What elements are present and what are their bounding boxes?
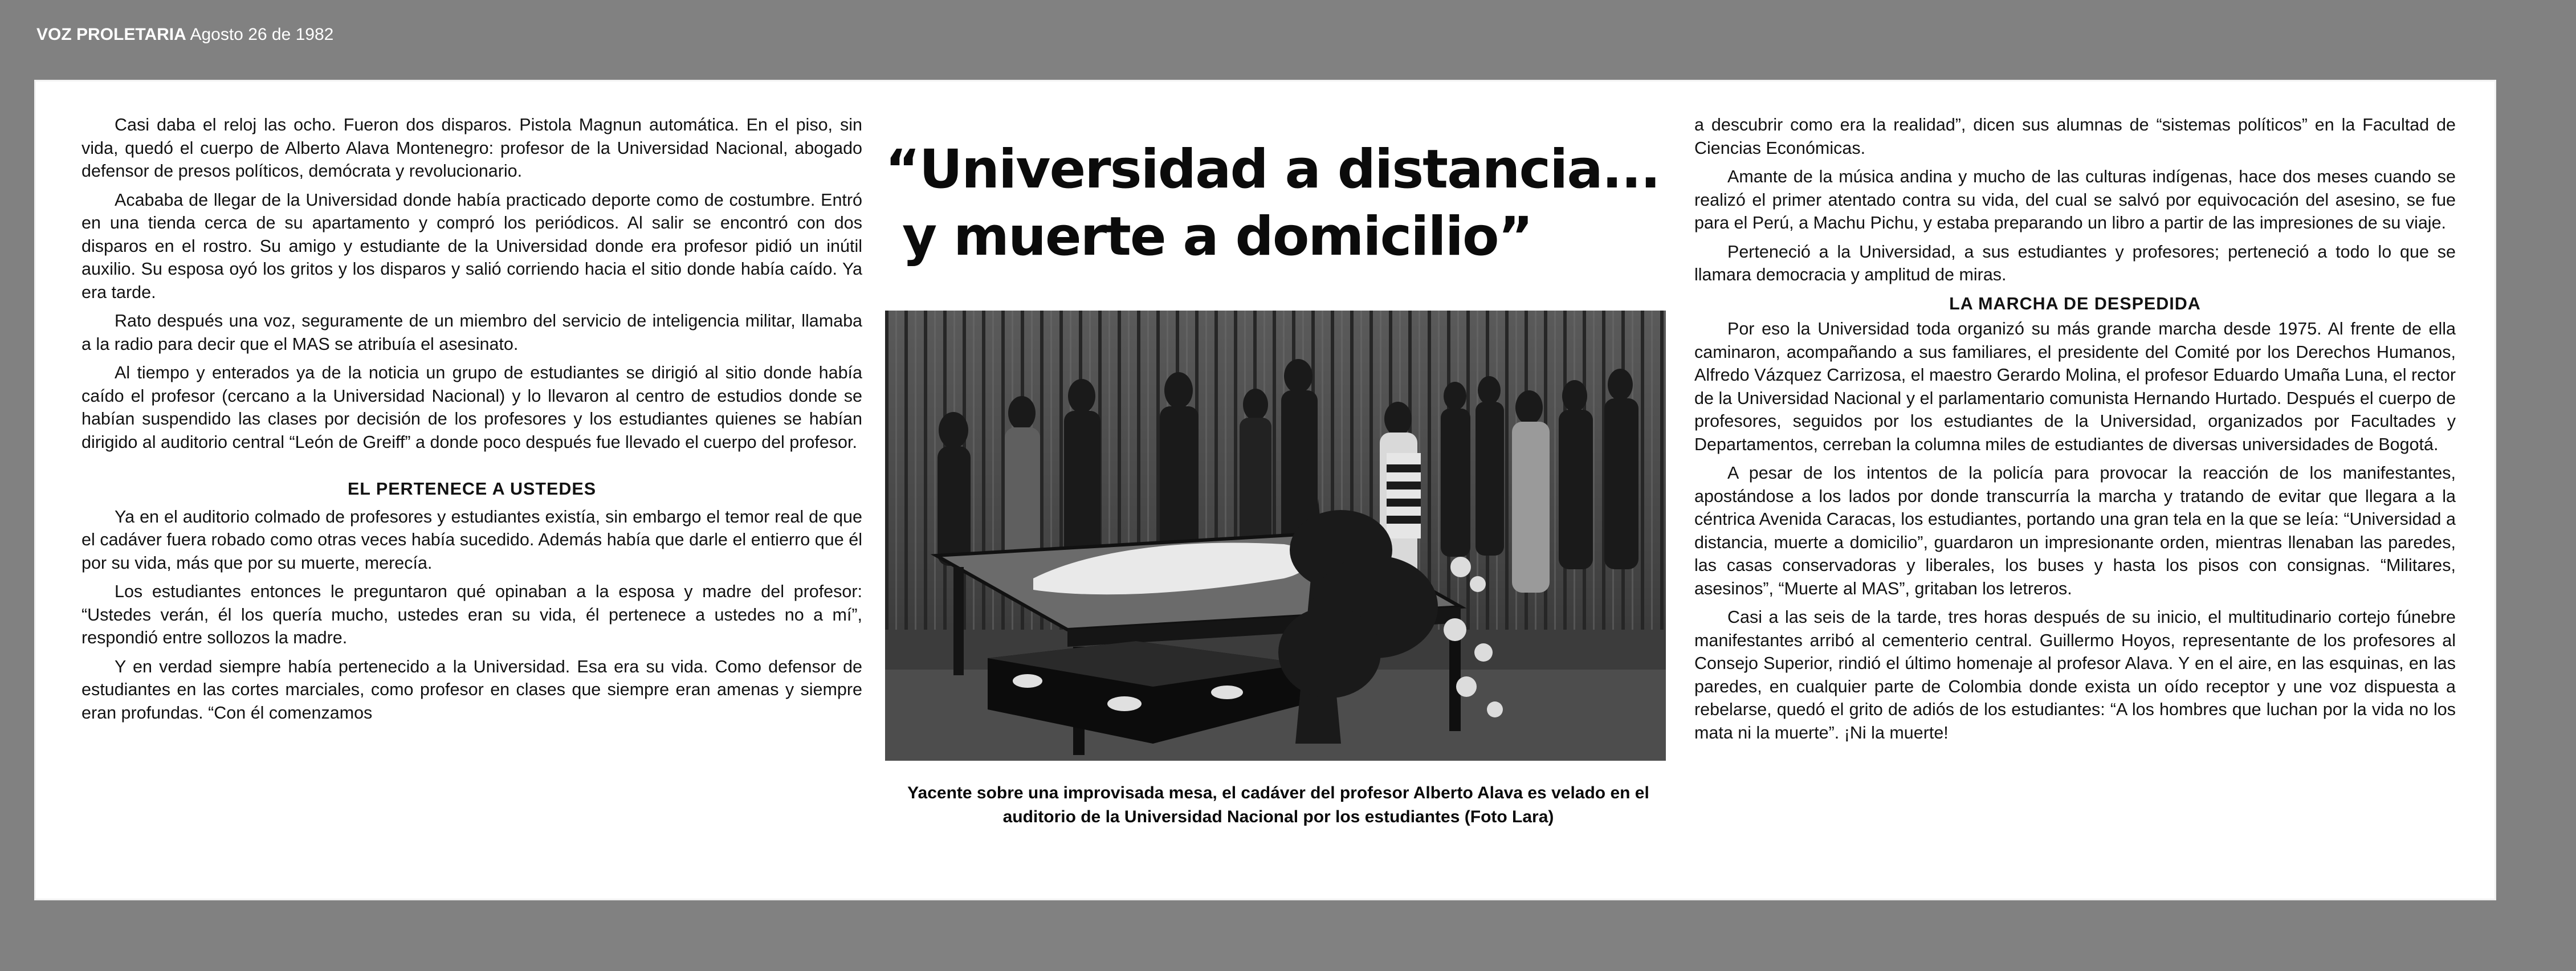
paragraph: Casi daba el reloj las ocho. Fueron dos disparos. Pistola Magnun automática. En el piso, sin vida, quedó el cuerpo de Alberto Alava Montenegro: profesor de la Universidad Nacional, abogado defensor de presos políticos, demócrata y revolucionario. — [81, 115, 862, 181]
headline-line-2: y muerte a domicilio” — [902, 206, 1532, 268]
paragraph: Por eso la Universidad toda organizó su más grande marcha desde 1975. Al frente de ella caminaron, acompañando a sus familiares, el presidente del Comité por los Derechos Humanos, Alfredo Vázquez Carrizosa, el maestro Gerardo Molina, el profesor Eduardo Umaña Luna, el rector de la Universidad Nacional y el parlamentario comunista Hernando Hurtado. Después el cuerpo de profesores, seguidos por los estudiantes de la Universidad, organizados por Facultades y Departamentos, cerreban la columna miles de estudiantes de diversas universidades de Bogotá. — [1694, 319, 2456, 454]
paragraph: Casi a las seis de la tarde, tres horas después de su inicio, el multitudinario cortejo fúnebre manifestantes arribó al cementerio central. Guillermo Hoyos, representante de los profesores al Consejo Superior, rindió el último homenaje al profesor Alava. Y en el aire, en las esquinas, en las paredes, en cualquier parte de Colombia donde exista un oído receptor y une voz dispuesta a rebelarse, quedó el grito de adiós de los estudiantes: “A los hombres que luchan por la vida no los mata ni la muerte”. ¡Ni la muerte! — [1694, 607, 2456, 742]
headline — [885, 136, 1683, 271]
photo-scene — [885, 311, 1666, 761]
masthead — [36, 25, 333, 44]
publication-date: Agosto 26 de 1982 — [190, 25, 334, 44]
paragraph: A pesar de los intentos de la policía para provocar la reacción de los manifestantes, apostándose a los lados por donde transcurría la marcha y tratando de evitar que llegara a la céntrica Avenida Caracas, los estudiantes, portando una gran tela en la que se leía: “Universidad a distancia, muerte a domicilio”, guardaron un impresionante orden, mientras llenaban las paredes, las casas conservadoras y liberales, los buses y hasta los pisos con consignas. “Militares, asesinos”, “Muerte al MAS”, gritaban los letreros. — [1694, 463, 2456, 598]
paragraph: Rato después una voz, seguramente de un miembro del servicio de inteligencia militar, llamaba a la radio para decir que el MAS se atribuía el asesinato. — [81, 311, 862, 354]
paragraph: Al tiempo y enterados ya de la noticia un grupo de estudiantes se dirigió al sitio donde había caído el profesor (cercano a la Universidad Nacional) y lo llevaron al centro de estudios donde se habían suspendido las clases por decisión de los profesores y los estudiantes quienes se habían dirigido al auditorio central “León de Greiff” a donde poco después fue llevado el cuerpo del profesor. — [81, 363, 862, 452]
article-column-right — [1694, 113, 2456, 750]
newspaper-page — [34, 80, 2496, 900]
paragraph: Ya en el auditorio colmado de profesores y estudiantes existía, sin embargo el temor real de que el cadáver fuera robado como otras veces había sucedido. Además había que darle el entierro que él por su vida, más que por su muerte, merecía. — [81, 507, 862, 573]
photo-caption: Yacente sobre una improvisada mesa, el cadáver del profesor Alberto Alava es velado en el auditorio de la Universidad Nacional por los estudiantes (Foto Lara) — [907, 784, 1649, 826]
paragraph: Acababa de llegar de la Universidad donde había practicado deporte como de costumbre. Entró en una tienda cerca de su apartamento y compró los periódicos. Al salir se encontró con dos disparos en el rostro. Su amigo y estudiante de la Universidad donde era profesor pidió un inútil auxilio. Su esposa oyó los gritos y los disparos y salió corriendo hacia el sitio donde había caído. Ya era tarde. — [81, 190, 862, 302]
news-photo — [885, 311, 1666, 761]
subheading: EL PERTENECE A USTEDES — [347, 479, 597, 499]
paragraph: Y en verdad siempre había pertenecido a la Universidad. Esa era su vida. Como defensor de estudiantes en las cortes marciales, como profesor en clases que siempre eran amenas y siempre eran profundas. “Con él comenzamos — [81, 656, 862, 723]
paragraph: Perteneció a la Universidad, a sus estudiantes y profesores; perteneció a todo lo que se llamara democracia y amplitud de miras. — [1694, 242, 2456, 284]
publication-name: VOZ PROLETARIA — [36, 25, 186, 44]
headline-line-1: “Universidad a distancia... — [885, 138, 1660, 201]
article-column-left — [81, 113, 862, 730]
paragraph: a descubrir como era la realidad”, dicen sus alumnas de “sistemas políticos” en la Facultad de Ciencias Económicas. — [1694, 115, 2456, 158]
paragraph: Amante de la música andina y mucho de las culturas indígenas, hace dos meses cuando se realizó el primer atentado contra su vida, del cual se salvó por equivocación del asesino, se fue para el Perú, a Machu Pichu, y estaba preparando un libro a partir de las impresiones de su viaje. — [1694, 167, 2456, 232]
subheading: LA MARCHA DE DESPEDIDA — [1949, 293, 2201, 313]
paragraph: Los estudiantes entonces le preguntaron qué opinaban a la esposa y madre del profesor: “Ustedes verán, él los quería mucho, ustedes eran su vida, él pertenece a ustedes no a mí”, respondió entre sollozos la madre. — [81, 582, 862, 647]
